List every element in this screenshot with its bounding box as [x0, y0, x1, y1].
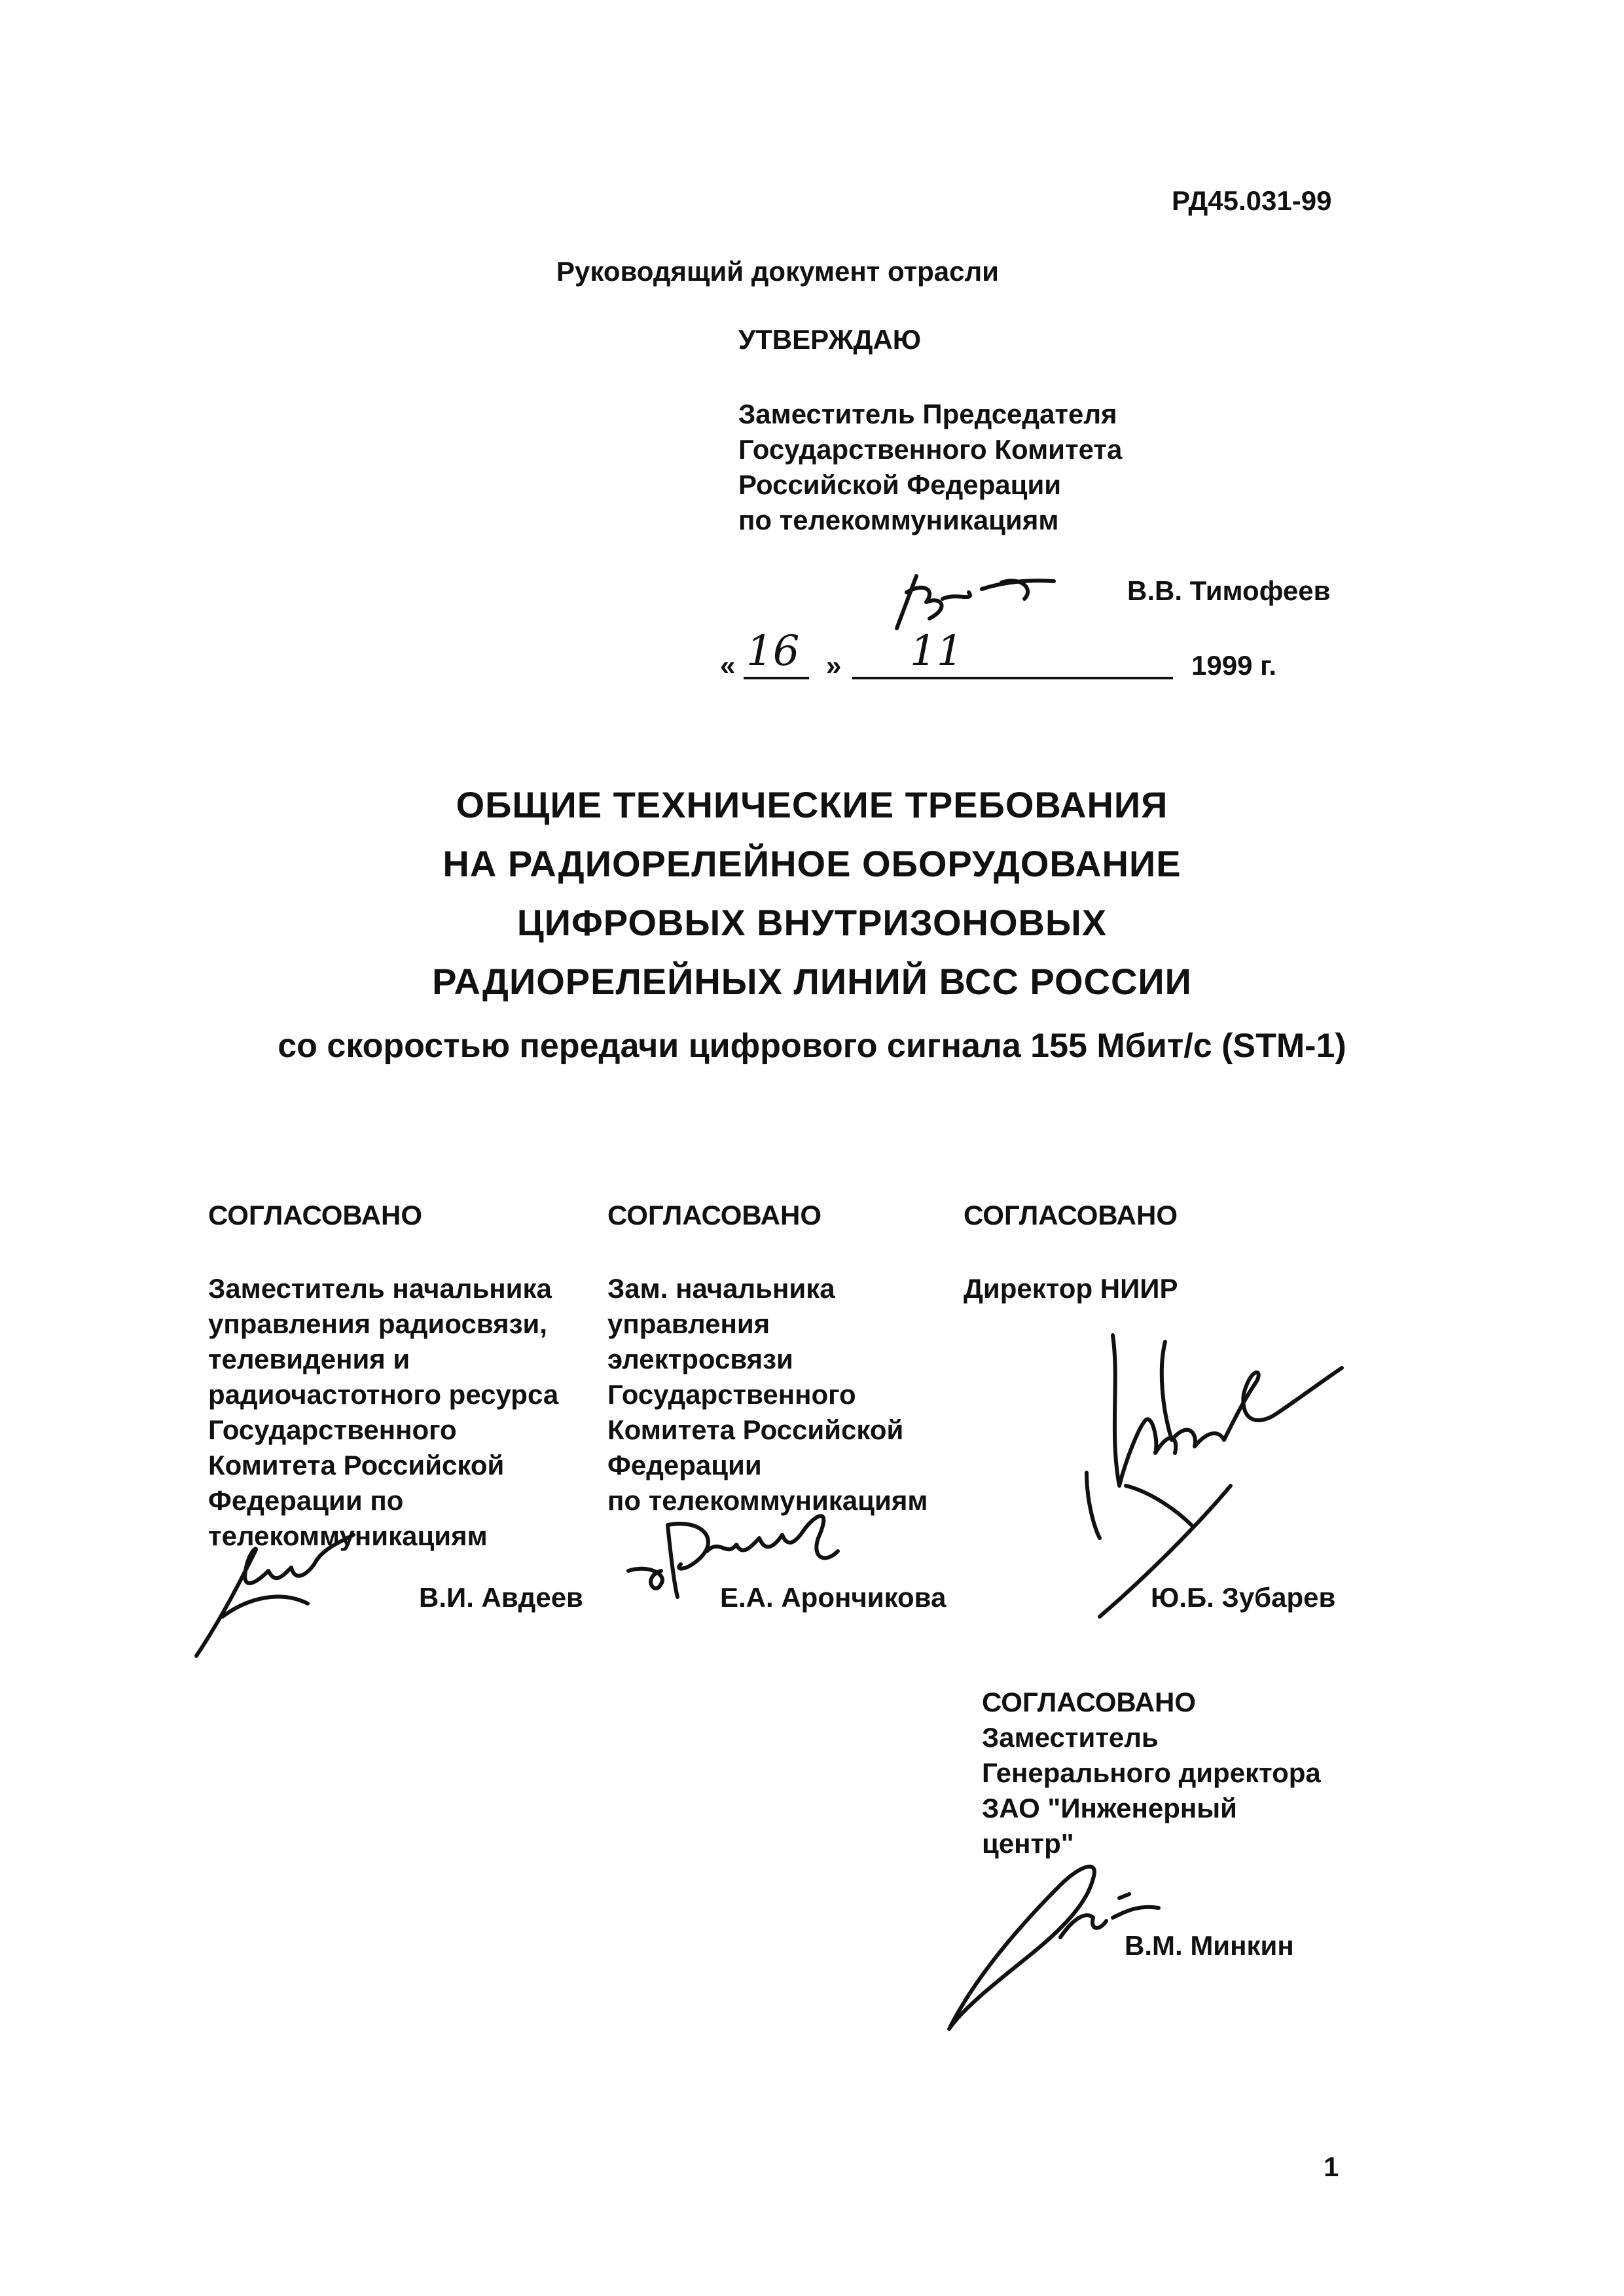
signature-timofeev — [871, 563, 1067, 635]
date-open-quote: « — [720, 650, 736, 681]
agreement-1-line: телевидения и — [208, 1344, 410, 1374]
agreement-2-line: Комитета Российской — [607, 1414, 904, 1445]
agreement-1-line: телекоммуникациям — [208, 1520, 488, 1551]
date-month: 11 — [910, 627, 964, 675]
approval-name: В.В. Тимофеев — [1127, 575, 1331, 606]
agreement-2-line: по телекоммуникациям — [607, 1485, 928, 1516]
agreement-4-heading: СОГЛАСОВАНО — [982, 1687, 1196, 1717]
agreement-1-heading: СОГЛАСОВАНО — [208, 1200, 422, 1230]
agreement-4-name: В.М. Минкин — [1125, 1930, 1294, 1961]
approval-position-line: Российской Федерации — [738, 469, 1062, 500]
approval-position-line: Государственного Комитета — [738, 434, 1123, 465]
agreement-1-line: Государственного — [208, 1414, 457, 1445]
agreement-2-line: Федерации — [607, 1450, 762, 1480]
agreement-2-heading: СОГЛАСОВАНО — [607, 1200, 821, 1230]
approval-position-line: по телекоммуникациям — [738, 505, 1059, 535]
agreement-1-name: В.И. Авдеев — [419, 1582, 583, 1613]
signature-avdeev — [183, 1532, 380, 1662]
page-number: 1 — [1324, 2151, 1339, 2182]
agreement-1-position — [208, 1271, 558, 1554]
date-close-quote: » — [826, 650, 842, 681]
agreement-2-line: Зам. начальника — [607, 1273, 835, 1304]
title-subtitle: со скоростью передачи цифрового сигнала 155 Мбит/с (STM-1) — [278, 1027, 1346, 1065]
approval-position — [738, 397, 1122, 538]
agreement-3-line: Директор НИИР — [964, 1273, 1178, 1304]
date-day: 16 — [746, 627, 800, 675]
agreement-2-name: Е.А. Арончикова — [720, 1582, 947, 1613]
title-line-4: РАДИОРЕЛЕЙНЫХ ЛИНИЙ ВСС РОССИИ — [432, 961, 1192, 1002]
agreement-1-line: управления радиосвязи, — [208, 1308, 547, 1339]
agreement-2-line: Государственного — [607, 1379, 856, 1410]
agreement-4-line: Генерального директора — [982, 1757, 1321, 1788]
date-year: 1999 г. — [1191, 650, 1277, 681]
agreement-2-line: электросвязи — [607, 1344, 793, 1374]
approval-position-line: Заместитель Председателя — [738, 399, 1117, 429]
approval-title: УТВЕРЖДАЮ — [738, 324, 922, 355]
agreement-1-line: радиочастотного ресурса — [208, 1379, 559, 1410]
title-line-1: ОБЩИЕ ТЕХНИЧЕСКИЕ ТРЕБОВАНИЯ — [456, 784, 1168, 825]
document-code: РД45.031-99 — [1172, 185, 1332, 216]
agreement-4-block — [982, 1685, 1321, 1861]
agreement-4-line: ЗАО "Инженерный — [982, 1793, 1237, 1823]
agreement-3-position — [964, 1271, 1178, 1306]
date-day-underline — [744, 677, 809, 679]
agreement-1-line: Заместитель начальника — [208, 1273, 552, 1304]
signature-zubarev — [1047, 1329, 1348, 1623]
document-type: Руководящий документ отрасли — [556, 256, 999, 287]
agreement-4-line: Заместитель — [982, 1722, 1159, 1753]
agreement-3-name: Ю.Б. Зубарев — [1151, 1582, 1336, 1613]
agreement-2-position — [607, 1271, 928, 1518]
date-month-underline — [852, 677, 1173, 679]
agreement-3-heading: СОГЛАСОВАНО — [964, 1200, 1178, 1230]
agreement-2-line: управления — [607, 1308, 770, 1339]
title-line-3: ЦИФРОВЫХ ВНУТРИЗОНОВЫХ — [516, 902, 1108, 943]
agreement-4-line: центр" — [982, 1828, 1074, 1859]
agreement-1-line: Комитета Российской — [208, 1450, 505, 1480]
agreement-1-line: Федерации по — [208, 1485, 404, 1516]
title-line-2: НА РАДИОРЕЛЕЙНОЕ ОБОРУДОВАНИЕ — [442, 843, 1182, 884]
